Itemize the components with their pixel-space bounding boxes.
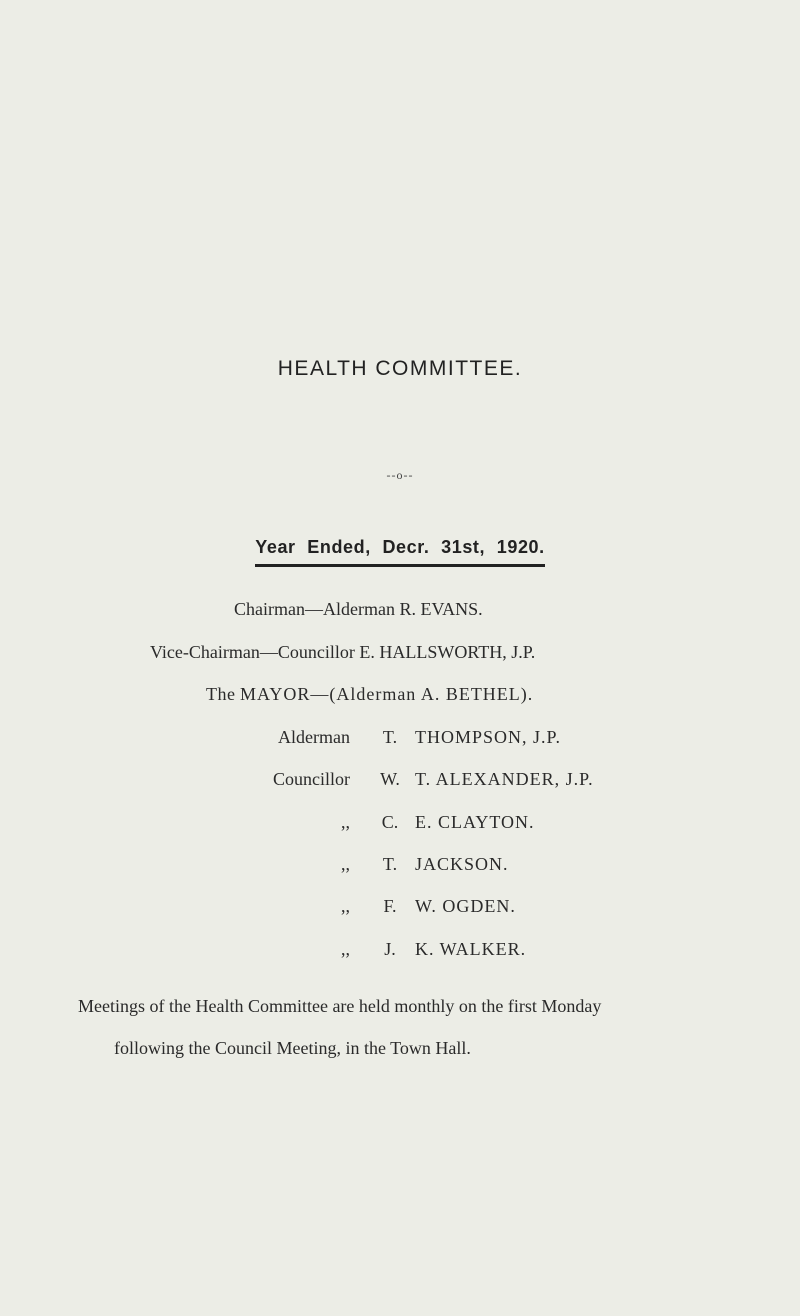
- section-divider: --o--: [386, 468, 414, 482]
- chairman-line: Chairman—Alderman R. EVANS.: [234, 599, 483, 619]
- member-name: THOMPSON, J.P.: [415, 727, 562, 747]
- member-initial: W.: [380, 769, 400, 789]
- year-heading-text: Year Ended, Decr. 31st, 1920.: [255, 537, 545, 567]
- member-role: ,,: [341, 896, 350, 916]
- member-role: Councillor: [273, 769, 350, 789]
- year-heading: [0, 537, 800, 567]
- meetings-note-line-2: following the Council Meeting, in the Town Hall.: [114, 1038, 471, 1058]
- member-initial: T.: [382, 727, 398, 747]
- member-role: ,,: [341, 939, 350, 959]
- member-initial: C.: [381, 812, 399, 832]
- mayor-prefix: The: [206, 684, 236, 704]
- member-name: JACKSON.: [415, 854, 509, 874]
- member-name: W. OGDEN.: [415, 896, 516, 916]
- member-role: ,,: [341, 854, 350, 874]
- member-role: ,,: [341, 812, 350, 832]
- page-title: HEALTH COMMITTEE.: [277, 357, 523, 380]
- member-role: Alderman: [278, 727, 350, 747]
- vice-chairman-line: Vice-Chairman—Councillor E. HALLSWORTH, J.P.: [150, 642, 536, 662]
- member-initial: F.: [383, 896, 397, 916]
- member-initial: T.: [382, 854, 398, 874]
- member-initial: J.: [384, 939, 396, 959]
- member-name: K. WALKER.: [415, 939, 527, 959]
- meetings-note: [78, 985, 800, 1069]
- mayor-line: [206, 684, 533, 705]
- member-name: E. CLAYTON.: [415, 812, 535, 832]
- mayor-text: MAYOR—(Alderman A. BETHEL).: [239, 684, 534, 704]
- meetings-note-line-1: Meetings of the Health Committee are held monthly on the first Monday: [78, 996, 602, 1016]
- member-name: T. ALEXANDER, J.P.: [415, 769, 594, 789]
